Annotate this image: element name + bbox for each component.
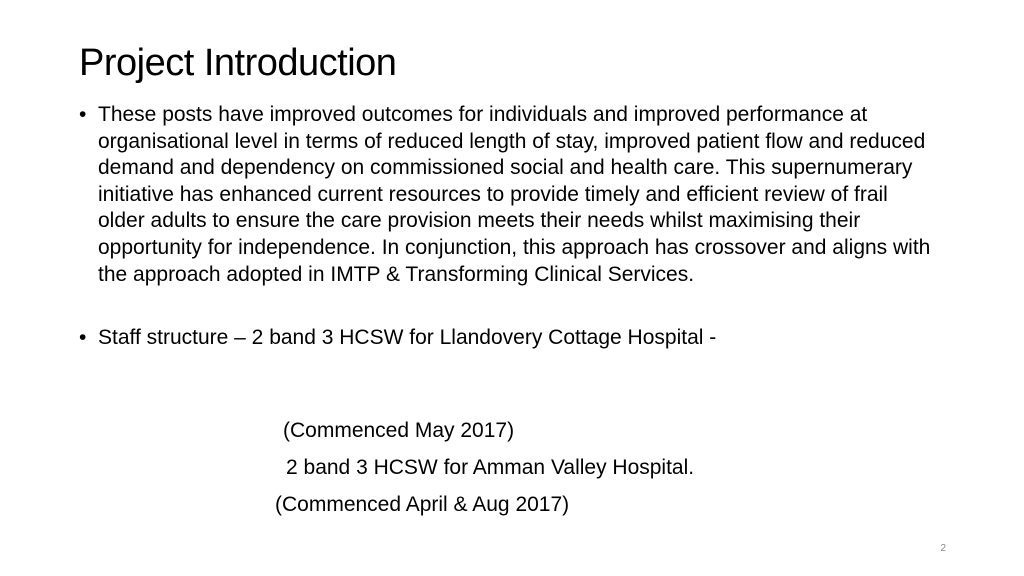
- bullet-list: [79, 102, 939, 352]
- bullet-marker: •: [79, 326, 87, 350]
- slide-title: Project Introduction: [79, 42, 397, 84]
- page-number: 2: [940, 543, 946, 554]
- continuation-line-llandovery-date: (Commenced May 2017): [283, 419, 515, 442]
- bullet-marker: •: [79, 103, 87, 126]
- bullet-text: These posts have improved outcomes for individuals and improved performance at organisational level in terms of reduced length of stay, improved patient flow and reduced demand and dependency on commissioned social and health care. This supernumerary initiative has enhanced current resources to provide timely and efficient review of frail older adults to ensure the care provision meets their needs whilst maximising their opportunity for independence. In conjunction, this approach has crossover and aligns with the approach adopted in IMTP & Transforming Clinical Services.: [98, 103, 931, 286]
- bullet-item-outcomes: [79, 102, 939, 288]
- continuation-line-amman-valley-date: (Commenced April & Aug 2017): [275, 493, 570, 516]
- bullet-item-staff-structure: [79, 325, 939, 352]
- bullet-text: Staff structure – 2 band 3 HCSW for Llandovery Cottage Hospital -: [98, 326, 717, 350]
- continuation-line-amman-valley: 2 band 3 HCSW for Amman Valley Hospital.: [286, 456, 695, 479]
